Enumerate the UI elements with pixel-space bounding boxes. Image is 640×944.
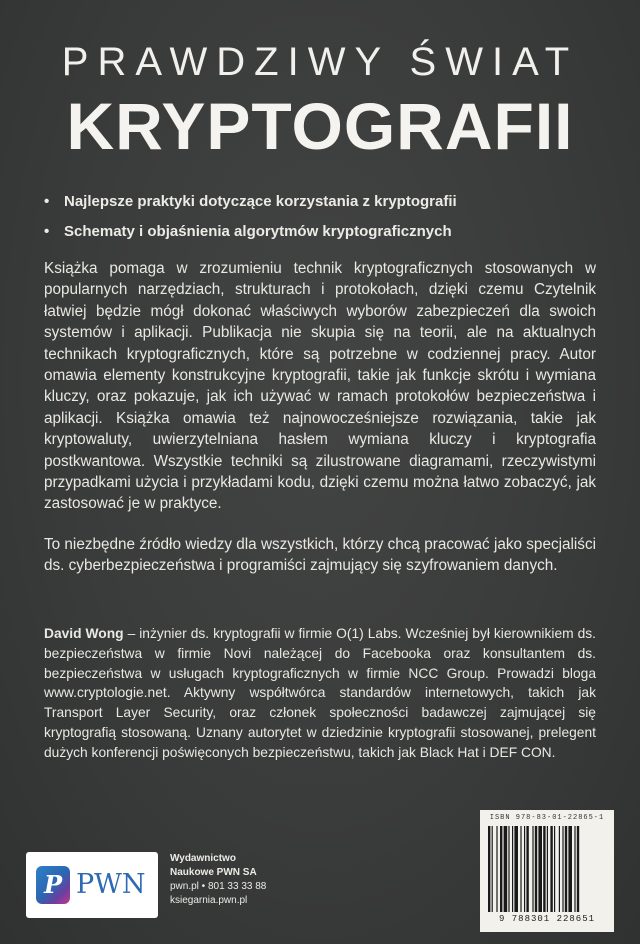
title-line-2: KRYPTOGRAFII [66,89,574,163]
barcode-bar [568,826,572,912]
barcode-bar [496,826,497,912]
description-paragraph: Książka pomaga w zrozumieniu technik kryptograficznych stosowanych w popularnych narzędziach, strukturach i protokołach, dzięki czemu Czytelnik łatwiej będzie mógł dokonać właściwych wyborów zabezpieczeń dla swoich systemów i aplikacji. Publikacja nie skupia się na teorii, ale na aktualnych technikach kryptograficznych, które są potrzebne w codziennej pracy. Autor omawia elementy konstrukcyjne kryptografii, takie jak funkcje skrótu i wymiana kluczy, oraz pokazuje, jak ich używać w ramach protokołów bezpieczeństwa i aplikacji. Książka omawia też najnowocześniejsze rozwiązania, takie jak kryptowaluty, uwierzytelniana hasłem wymiana kluczy i kryptografia postkwantowa. Wszystkie techniki są zilustrowane diagramami, rzeczywistymi przypadkami użycia i przykładami kodu, dzięki czemu można łatwo zobaczyć, jak zastosować je w praktyce. [44,260,596,513]
barcode-bar [500,826,502,912]
feature-bullet: • Schematy i objaśnienia algorytmów kryptograficznych [44,222,604,242]
barcode-bar [535,826,537,912]
publisher-shop-url: ksiegarnia.pwn.pl [170,895,248,906]
barcode-bar [543,826,545,912]
barcode-bars-icon [488,826,606,912]
publisher-logo-text: PWN [76,869,146,900]
barcode-bar [492,826,493,912]
barcode-bar [559,826,560,912]
barcode-bar [488,826,490,912]
barcode-bar [504,826,508,912]
barcode-bar [562,826,563,912]
barcode-bar [538,826,542,912]
barcode-bar [577,826,579,912]
barcode-bar [524,826,525,912]
barcode [480,810,614,932]
author-name: David Wong [44,626,124,641]
barcode-bar [554,826,555,912]
barcode-bar [508,826,509,912]
author-bio [44,624,596,763]
pwn-logo-icon: P [36,866,70,904]
publisher-contact: pwn.pl • 801 33 33 88 [170,881,267,892]
barcode-bar [512,826,513,912]
barcode-bar [547,826,548,912]
title-line-1: PRAWDZIWY ŚWIAT [61,40,579,84]
barcode-number: 9 788301 228651 [498,914,595,924]
barcode-bar [532,826,533,912]
publisher-info [170,852,320,908]
barcode-bar [574,826,575,912]
barcode-bar [526,826,528,912]
feature-bullet: • Najlepsze praktyki dotyczące korzystania z kryptografii [44,192,604,212]
barcode-isbn-text: ISBN 978-83-01-22865-1 [489,814,605,822]
publisher-logo [26,852,158,918]
barcode-bar [514,826,518,912]
barcode-bar [520,826,521,912]
publisher-name-line-2: Naukowe PWN SA [170,867,257,878]
description-paragraph: To niezbędne źródło wiedzy dla wszystkich, którzy chcą pracować jako specjaliści ds. cyberbezpieczeństwa i programiści zajmujący się szyfrowaniem danych. [44,536,596,575]
barcode-bar [565,826,567,912]
author-bio-text: – inżynier ds. kryptografii w firmie O(1) Labs. Wcześniej był kierownikiem ds. bezpieczeństwa w firmie Novi należącej do Facebooka oraz konsultantem ds. bezpieczeństwa w usługach kryptograficznych w firmie NCC Group. Prowadzi bloga www.cryptologie.net. Aktywny współtwórca standardów internetowych, takich jak Transport Layer Security, oraz członek społeczności badawczej zajmującej się kryptografią stosowaną. Uznany autorytet w dziedzinie kryptografii stosowanej, prelegent dużych konferencji poświęconych bezpieczeństwu, takich jak Black Hat i DEF CON. [44,626,596,760]
publisher-name-line-1: Wydawnictwo [170,853,236,864]
feature-bullet-list [44,192,604,252]
barcode-bar [550,826,552,912]
